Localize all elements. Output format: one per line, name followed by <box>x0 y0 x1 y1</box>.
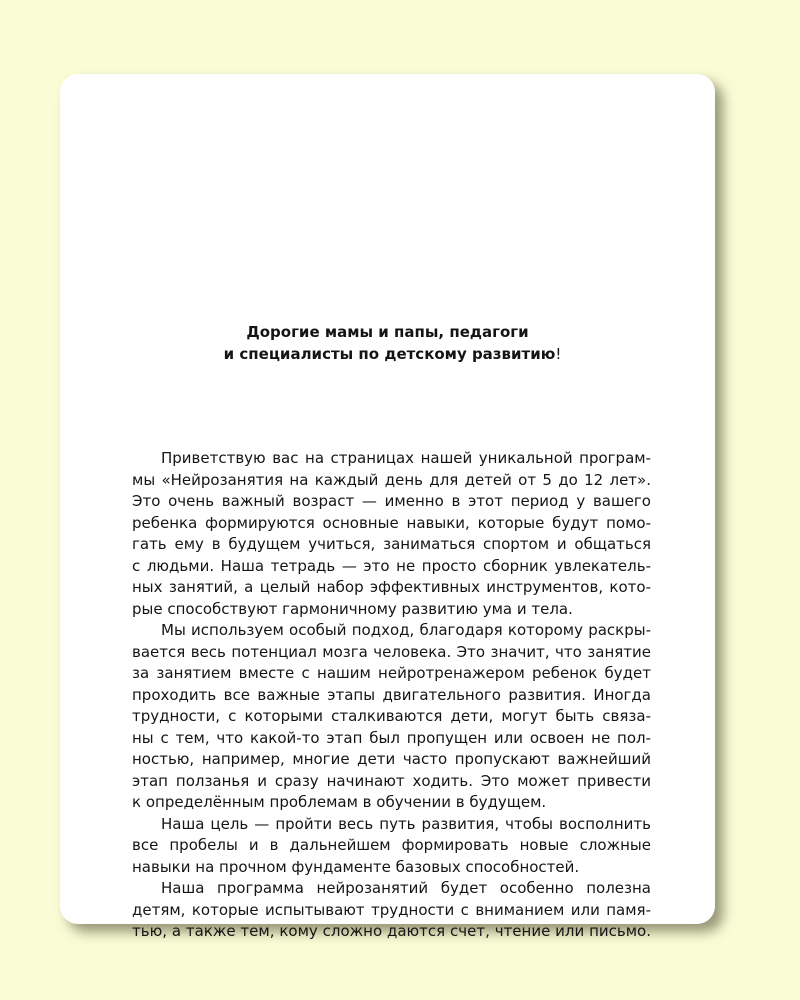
paragraph-line: Это очень важный возраст — именно в этот период у вашего <box>132 492 651 510</box>
paragraph-line: мы «Нейрозанятия на каждый день для детей от 5 до 12 лет». <box>132 470 651 489</box>
body-text <box>132 374 651 943</box>
paragraph-2 <box>132 620 651 814</box>
paragraph-line: с людьми. Наша тетрадь — это не просто сборник увлекатель- <box>132 556 651 575</box>
paragraph-line: рые способствуют гармоничному развитию ума и тела. <box>132 599 573 618</box>
page-heading <box>60 321 715 365</box>
paragraph-line: вается весь потенциал мозга человека. Это значит, что занятие <box>132 642 651 661</box>
paragraph-line: трудности, с которыми сталкиваются дети, могут быть связа- <box>132 707 651 725</box>
paragraph-line: детям, которые испытывают трудности с вниманием или памя- <box>132 900 651 919</box>
paragraph-line: навыки на прочном фундаменте базовых способностей. <box>132 857 580 876</box>
paragraph-line: Приветствую вас на страницах нашей уникальной програм- <box>161 449 651 467</box>
paragraph-line: ностью, например, многие дети часто пропускают важнейший <box>132 750 651 768</box>
paragraph-line: Наша цель — пройти весь путь развития, чтобы восполнить <box>161 814 651 833</box>
paragraph-line: тью, а также тем, кому сложно даются счет, чтение или письмо. <box>132 922 651 940</box>
paragraph-line: гать ему в будущем учиться, заниматься спортом и общаться <box>132 535 651 553</box>
page-card <box>60 74 715 940</box>
paragraph-line: к определённым проблемам в обучении в будущем. <box>132 793 547 811</box>
paragraph-line: ных занятий, а целый набор эффективных инструментов, кото- <box>132 578 651 596</box>
paragraph-line: проходить все важные этапы двигательного развития. Иногда <box>132 685 651 704</box>
paragraph-3 <box>132 814 651 879</box>
heading-line-2-text: и специалисты по детскому развитию <box>223 345 556 363</box>
paragraph-line: этап ползанья и сразу начинают ходить. Это может привести <box>132 771 651 790</box>
heading-line-2 <box>60 343 715 365</box>
paragraph-4 <box>132 878 651 943</box>
paragraph-line: ребенка формируются основные навыки, которые будут помо- <box>132 513 651 532</box>
paragraph-line: за занятием вместе с нашим нейротренажером ребенок будет <box>132 664 651 682</box>
heading-line-1: Дорогие мамы и папы, педагоги <box>246 323 529 341</box>
paragraph-line: ны с тем, что какой-то этап был пропущен или освоен не пол- <box>132 728 651 747</box>
paragraph-line: Наша программа нейрозанятий будет особенно полезна <box>161 879 651 897</box>
heading-exclamation: ! <box>555 345 562 363</box>
paragraph-1 <box>132 448 651 620</box>
paragraph-line: все пробелы и в дальнейшем формировать новые сложные <box>132 836 651 854</box>
paragraph-line: Мы используем особый подход, благодаря которому раскры- <box>161 621 651 639</box>
